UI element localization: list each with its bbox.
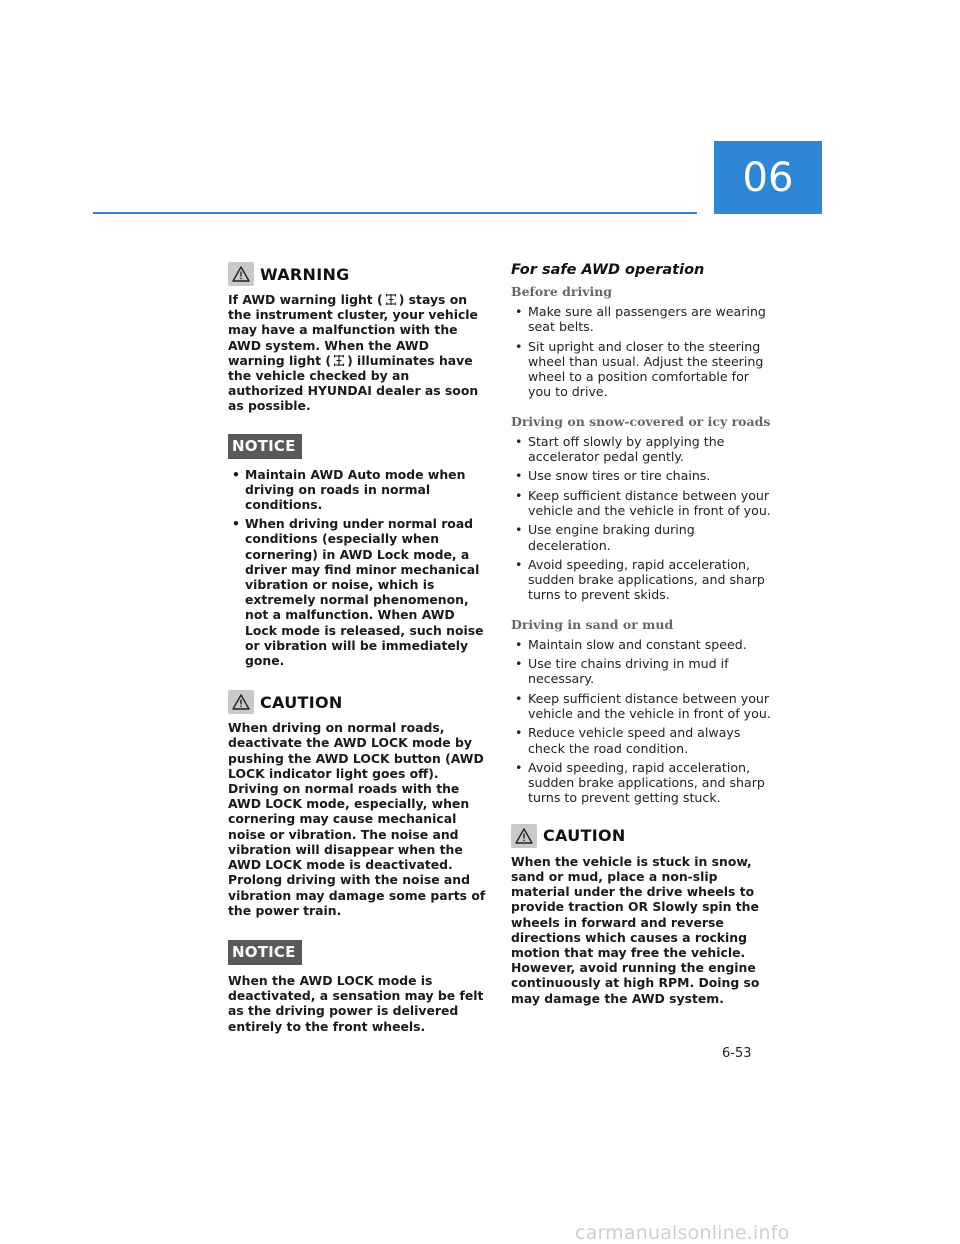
right-column xyxy=(511,262,773,1006)
list-item: • When driving under normal road conditions (especially when cornering) in AWD Lock mode, a driver may find minor mechanical vibration or noise, which is extremely normal phenomenon, not a malfunction. When AWD Lock mode is released, such noise or vibration will be immediately gone. xyxy=(228,516,488,668)
warning-triangle-icon xyxy=(228,690,254,714)
caution-text: When driving on normal roads, deactivate the AWD LOCK mode by pushing the AWD LOCK button (AWD LOCK indicator light goes off). Driving on normal roads with the AWD LOCK mode, especially, when cornering may cause mechanical noise or vibration. The noise and vibration will disappear when the AWD LOCK mode is deactivated. Prolong driving with the noise and vibration may damage some parts of the power train. xyxy=(228,720,486,918)
list-item: • Use snow tires or tire chains. xyxy=(511,468,773,483)
awd-warning-light-icon xyxy=(333,354,345,367)
group-list xyxy=(511,304,773,400)
warning-text-part1: If AWD warning light ( xyxy=(228,292,383,307)
footer-watermark[interactable]: carmanualsonline.info xyxy=(575,1222,790,1244)
caution-title: CAUTION xyxy=(543,826,626,846)
warning-text xyxy=(228,292,488,414)
chapter-tab xyxy=(714,141,822,214)
warning-title: WARNING xyxy=(260,264,350,284)
list-item: • Start off slowly by applying the accelerator pedal gently. xyxy=(511,434,773,465)
list-item: • Avoid speeding, rapid acceleration, sudden brake applications, and sharp turns to prevent getting stuck. xyxy=(511,760,773,806)
caution-box-2 xyxy=(511,824,773,1006)
header-rule xyxy=(93,212,697,214)
chapter-number: 06 xyxy=(742,154,794,201)
list-item: • Use tire chains driving in mud if necessary. xyxy=(511,656,773,687)
warning-text-part2: ) stays on the instrument cluster, your vehicle may have a malfunction with the AWD system. When the AWD warning light ( xyxy=(228,292,478,368)
group-before-driving xyxy=(511,284,773,400)
caution-header xyxy=(511,824,773,848)
notice-box-1 xyxy=(228,434,488,669)
list-item: • Maintain AWD Auto mode when driving on roads in normal conditions. xyxy=(228,467,488,513)
warning-triangle-icon xyxy=(511,824,537,848)
list-item: • Maintain slow and constant speed. xyxy=(511,637,773,652)
list-item: • Sit upright and closer to the steering wheel than usual. Adjust the steering wheel to a position comfortable for you to drive. xyxy=(511,339,773,400)
caution-box-1 xyxy=(228,690,488,918)
list-item: • Make sure all passengers are wearing seat belts. xyxy=(511,304,773,335)
page-number: 6-53 xyxy=(722,1046,752,1061)
notice-text: When the AWD LOCK mode is deactivated, a sensation may be felt as the driving power is delivered entirely to the front wheels. xyxy=(228,972,484,1034)
warning-triangle-icon xyxy=(228,262,254,286)
warning-box xyxy=(228,262,488,414)
group-heading: Driving in sand or mud xyxy=(511,616,674,632)
list-item: • Keep sufficient distance between your vehicle and the vehicle in front of you. xyxy=(511,691,773,722)
caution-text: When the vehicle is stuck in snow, sand or mud, place a non-slip material under the drive wheels to provide traction OR Slowly spin the wheels in forward and reverse directions which causes a rocking motion that may free the vehicle. However, avoid running the engine continuously at high RPM. Doing so may damage the AWD system. xyxy=(511,853,760,1006)
group-list xyxy=(511,434,773,603)
list-item: • Reduce vehicle speed and always check the road condition. xyxy=(511,725,773,756)
awd-warning-light-icon xyxy=(385,293,397,306)
list-item: • Keep sufficient distance between your vehicle and the vehicle in front of you. xyxy=(511,488,773,519)
notice-badge: NOTICE xyxy=(228,940,302,965)
warning-text-part3: ) illuminates have the vehicle checked by an authorized HYUNDAI dealer as soon as possible. xyxy=(228,352,479,414)
list-item: • Avoid speeding, rapid acceleration, sudden brake applications, and sharp turns to prevent skids. xyxy=(511,557,773,603)
section-title: For safe AWD operation xyxy=(511,262,705,278)
group-heading: Driving on snow-covered or icy roads xyxy=(511,413,771,429)
caution-title: CAUTION xyxy=(260,692,343,712)
list-item: • Use engine braking during deceleration. xyxy=(511,522,773,553)
left-column xyxy=(228,262,488,1034)
warning-header xyxy=(228,262,488,286)
notice-list xyxy=(228,467,488,669)
group-sand-mud xyxy=(511,617,773,806)
group-heading: Before driving xyxy=(511,284,613,299)
caution-header xyxy=(228,690,488,714)
notice-box-2 xyxy=(228,940,488,1034)
group-list xyxy=(511,637,773,806)
group-snow-icy xyxy=(511,414,773,603)
notice-badge: NOTICE xyxy=(228,434,302,459)
